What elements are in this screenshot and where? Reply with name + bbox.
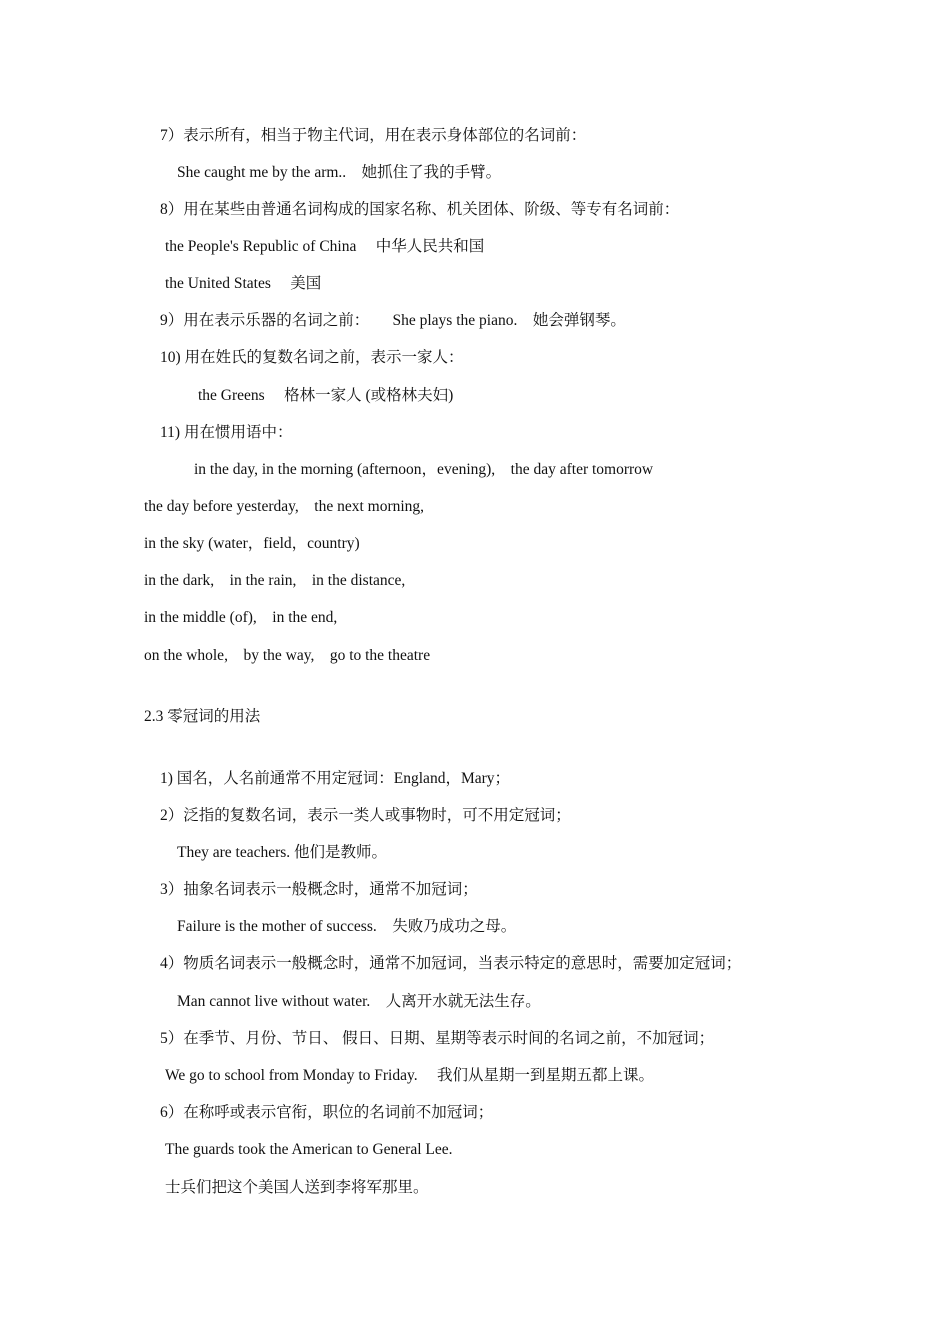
idiom-line-1: in the day, in the morning (afternoon，evening), the day after tomorrow: [194, 461, 654, 478]
idiom-line-4: in the dark, in the rain, in the distance,: [144, 572, 406, 589]
zero-article-item-1: 1) 国名，人名前通常不用定冠词：England，Mary；: [160, 770, 511, 787]
item-7-example: She caught me by the arm.. 她抓住了我的手臂。: [177, 164, 502, 181]
item-8-heading: 8）用在某些由普通名词构成的国家名称、机关团体、阶级、等专有名词前：: [160, 201, 680, 218]
idiom-line-3: in the sky (water，field，country): [144, 535, 360, 552]
zero-article-item-3: 3）抽象名词表示一般概念时，通常不加冠词；: [160, 881, 478, 898]
zero-article-example-2: They are teachers. 他们是教师。: [177, 844, 388, 861]
item-9-heading: 9）用在表示乐器的名词之前： She plays the piano. 她会弹钢琴。: [160, 312, 626, 329]
item-8-example-2: the United States 美国: [165, 275, 322, 292]
zero-article-example-4: Man cannot live without water. 人离开水就无法生存。: [177, 993, 541, 1010]
idiom-line-2: the day before yesterday, the next morning,: [144, 498, 425, 515]
zero-article-example-5: We go to school from Monday to Friday. 我们从星期一到星期五都上课。: [165, 1067, 654, 1084]
zero-article-item-5: 5）在季节、月份、节日、 假日、日期、星期等表示时间的名词之前，不加冠词；: [160, 1030, 715, 1047]
item-10-example: the Greens 格林一家人 (或格林夫妇): [198, 387, 454, 404]
idiom-line-6: on the whole, by the way, go to the theatre: [144, 647, 431, 664]
section-heading: 2.3 零冠词的用法: [144, 708, 261, 725]
zero-article-example-3: Failure is the mother of success. 失败乃成功之母。: [177, 918, 517, 935]
zero-article-example-6: The guards took the American to General Lee.: [165, 1141, 453, 1158]
zero-article-item-2: 2）泛指的复数名词，表示一类人或事物时，可不用定冠词；: [160, 807, 571, 824]
item-10-heading: 10) 用在姓氏的复数名词之前，表示一家人：: [160, 349, 464, 366]
item-8-example-1: the People's Republic of China 中华人民共和国: [165, 238, 485, 255]
item-7-heading: 7）表示所有，相当于物主代词，用在表示身体部位的名词前：: [160, 127, 587, 144]
item-11-heading: 11) 用在惯用语中：: [160, 424, 293, 441]
idiom-line-5: in the middle (of), in the end,: [144, 609, 338, 626]
zero-article-example-6-translation: 士兵们把这个美国人送到李将军那里。: [165, 1179, 429, 1196]
zero-article-item-6: 6）在称呼或表示官衔，职位的名词前不加冠词；: [160, 1104, 494, 1121]
zero-article-item-4: 4）物质名词表示一般概念时，通常不加冠词，当表示特定的意思时，需要加定冠词；: [160, 955, 742, 972]
